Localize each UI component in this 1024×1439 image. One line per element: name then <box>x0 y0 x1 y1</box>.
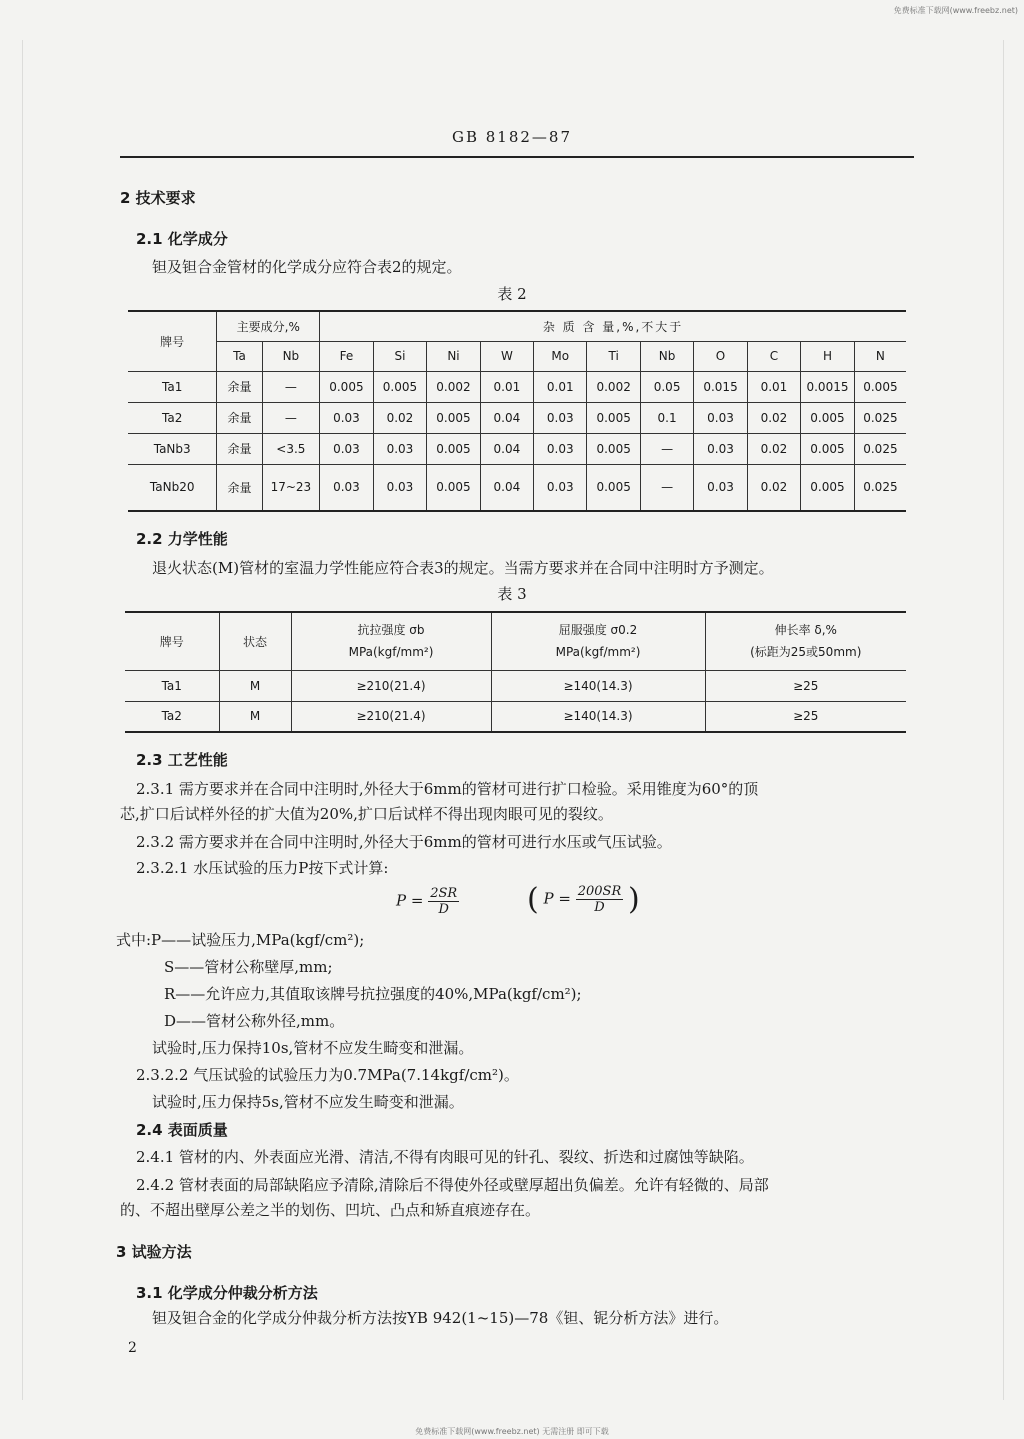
table-row <box>128 402 906 433</box>
formula-legacy-fraction <box>576 884 624 915</box>
table-row <box>128 433 906 464</box>
formula-si-lhs: P = <box>396 891 424 910</box>
t2-cell: 0.005 <box>373 371 427 402</box>
t2-cell: 余量 <box>217 402 262 433</box>
t2-cell: 0.03 <box>373 433 427 464</box>
t3-tensile-unit: MPa(kgf/mm²) <box>348 645 434 660</box>
section-2-4-2-line2: 的、不超出壁厚公差之半的划伤、凹坑、凸点和矫直痕迹存在。 <box>120 1201 541 1219</box>
t2-cell: 0.005 <box>801 433 855 464</box>
section-2-3-1-line2: 芯,扩口后试样外径的扩大值为20%,扩口后试样不得出现肉眼可见的裂纹。 <box>120 805 613 823</box>
header-rule <box>120 156 914 158</box>
t3-cell: ≥25 <box>705 670 906 701</box>
t3-header-tensile <box>291 612 491 670</box>
t3-elong-label: 伸长率 δ,% <box>774 623 837 638</box>
table-row <box>125 670 906 701</box>
t2-cell: 0.04 <box>480 402 533 433</box>
section-2-heading: 2 技术要求 <box>120 189 196 207</box>
t2-cell: TaNb3 <box>128 433 217 464</box>
t2-col-fe: Fe <box>320 341 374 371</box>
t2-cell: 0.01 <box>747 371 800 402</box>
t2-cell: Ta2 <box>128 402 217 433</box>
formula-legacy-numerator: 200SR <box>577 884 622 899</box>
t3-yield-label: 屈服强度 σ0.2 <box>558 623 638 638</box>
section-2-1-text: 钽及钽合金管材的化学成分应符合表2的规定。 <box>152 258 462 276</box>
scan-edge-left <box>22 40 23 1400</box>
where-r: R——允许应力,其值取该牌号抗拉强度的40%,MPa(kgf/cm²); <box>164 985 582 1003</box>
t2-col-c: C <box>747 341 800 371</box>
t3-cell: Ta2 <box>125 701 219 732</box>
t3-cell: ≥140(14.3) <box>491 670 705 701</box>
t2-col-ta: Ta <box>217 341 262 371</box>
t2-cell: 0.03 <box>373 464 427 511</box>
formula-legacy-denominator: D <box>594 900 605 915</box>
t2-cell: 0.01 <box>534 371 587 402</box>
section-2-3-heading: 2.3 工艺性能 <box>136 751 228 769</box>
t2-cell: 0.1 <box>640 402 693 433</box>
t2-cell: 0.025 <box>854 402 906 433</box>
t2-cell: 0.005 <box>320 371 374 402</box>
formula-si-fraction <box>428 886 459 917</box>
t2-cell: 0.02 <box>747 402 800 433</box>
t2-col-nb: Nb <box>262 341 320 371</box>
t2-cell: 0.03 <box>534 402 587 433</box>
t2-cell: 0.005 <box>587 402 641 433</box>
section-2-3-2-2: 2.3.2.2 气压试验的试验压力为0.7MPa(7.14kgf/cm²)。 <box>136 1066 519 1084</box>
t2-cell: — <box>262 371 320 402</box>
section-2-4-heading: 2.4 表面质量 <box>136 1121 228 1139</box>
t3-cell: Ta1 <box>125 670 219 701</box>
t2-cell: <3.5 <box>262 433 320 464</box>
t2-cell: 0.01 <box>480 371 533 402</box>
section-2-2-text: 退火状态(M)管材的室温力学性能应符合表3的规定。当需方要求并在合同中注明时方予测定。 <box>152 559 774 577</box>
t3-cell: ≥140(14.3) <box>491 701 705 732</box>
t2-cell: 0.025 <box>854 464 906 511</box>
section-2-2-heading: 2.2 力学性能 <box>136 530 228 548</box>
t2-col-ni: Ni <box>427 341 481 371</box>
t3-cell: ≥210(21.4) <box>291 670 491 701</box>
t2-cell: 0.005 <box>801 464 855 511</box>
t2-col-n: N <box>854 341 906 371</box>
table-row <box>128 464 906 511</box>
t2-cell: 0.005 <box>427 464 481 511</box>
section-2-1-heading: 2.1 化学成分 <box>136 230 228 248</box>
formula-si <box>396 886 459 917</box>
section-2-3-1-line1: 2.3.1 需方要求并在合同中注明时,外径大于6mm的管材可进行扩口检验。采用锥度为60°的顶 <box>136 780 759 798</box>
t2-col-w: W <box>480 341 533 371</box>
t2-col-nb-imp: Nb <box>640 341 693 371</box>
t2-cell: 0.03 <box>694 464 748 511</box>
t2-cell: 0.005 <box>427 433 481 464</box>
formula-si-numerator: 2SR <box>430 886 458 901</box>
where-p: 式中:P——试验压力,MPa(kgf/cm²); <box>116 931 365 949</box>
t2-cell: — <box>640 433 693 464</box>
t2-header-grade: 牌号 <box>128 311 217 371</box>
t2-cell: 0.04 <box>480 433 533 464</box>
section-3-heading: 3 试验方法 <box>116 1243 192 1261</box>
t2-cell: — <box>262 402 320 433</box>
t3-tensile-label: 抗拉强度 σb <box>357 623 425 638</box>
t2-cell: 0.03 <box>320 402 374 433</box>
formula-si-denominator: D <box>438 902 449 917</box>
t2-header-impurity: 杂 质 含 量,%,不大于 <box>320 311 906 341</box>
where-s: S——管材公称壁厚,mm; <box>164 958 333 976</box>
scan-edge-right <box>1003 40 1004 1400</box>
t2-cell: Ta1 <box>128 371 217 402</box>
where-d: D——管材公称外径,mm。 <box>164 1012 345 1030</box>
t2-cell: 0.03 <box>694 433 748 464</box>
t3-yield-unit: MPa(kgf/mm²) <box>555 645 641 660</box>
t2-cell: 0.002 <box>587 371 641 402</box>
section-3-1-heading: 3.1 化学成分仲裁分析方法 <box>136 1284 318 1302</box>
t3-header-grade: 牌号 <box>125 612 219 670</box>
paren-close: ) <box>628 882 640 917</box>
t2-cell: 0.002 <box>427 371 481 402</box>
t2-col-mo: Mo <box>534 341 587 371</box>
t2-col-h: H <box>801 341 855 371</box>
t2-cell: 0.03 <box>320 433 374 464</box>
page-number: 2 <box>128 1340 137 1356</box>
section-2-4-2-line1: 2.4.2 管材表面的局部缺陷应予清除,清除后不得使外径或壁厚超出负偏差。允许有轻微的、局部 <box>136 1176 769 1194</box>
t2-col-si: Si <box>373 341 427 371</box>
section-2-3-2-1: 2.3.2.1 水压试验的压力P按下式计算: <box>136 859 389 877</box>
t3-cell: ≥210(21.4) <box>291 701 491 732</box>
t2-cell: 余量 <box>217 464 262 511</box>
page-header: GB 8182—87 <box>451 128 573 146</box>
t3-header-state: 状态 <box>219 612 291 670</box>
t2-col-ti: Ti <box>587 341 641 371</box>
t2-cell: 0.0015 <box>801 371 855 402</box>
t2-cell: 0.04 <box>480 464 533 511</box>
t2-cell: 0.025 <box>854 433 906 464</box>
t2-cell: 0.005 <box>801 402 855 433</box>
t2-cell: 17~23 <box>262 464 320 511</box>
test-1: 试验时,压力保持10s,管材不应发生畸变和泄漏。 <box>152 1039 474 1057</box>
t2-cell: 0.02 <box>747 464 800 511</box>
paren-open: ( <box>527 882 539 917</box>
t2-cell: 余量 <box>217 371 262 402</box>
t2-cell: 0.03 <box>534 433 587 464</box>
t2-cell: 余量 <box>217 433 262 464</box>
t3-cell: M <box>219 670 291 701</box>
t2-cell: 0.03 <box>320 464 374 511</box>
table-row <box>128 371 906 402</box>
t2-col-o: O <box>694 341 748 371</box>
t2-cell: — <box>640 464 693 511</box>
table-3-caption: 表 3 <box>497 585 527 603</box>
section-2-3-2: 2.3.2 需方要求并在合同中注明时,外径大于6mm的管材可进行水压或气压试验。 <box>136 833 672 851</box>
t2-cell: 0.005 <box>587 433 641 464</box>
t2-cell: 0.015 <box>694 371 748 402</box>
t3-cell: M <box>219 701 291 732</box>
t2-cell: 0.03 <box>694 402 748 433</box>
section-3-1-text: 钽及钽合金的化学成分仲裁分析方法按YB 942(1~15)—78《钽、铌分析方法》进行。 <box>152 1309 729 1327</box>
t2-cell: 0.005 <box>427 402 481 433</box>
watermark-top: 免费标准下载网(www.freebz.net) <box>893 6 1018 15</box>
table-3 <box>125 611 906 733</box>
t3-header-yield <box>491 612 705 670</box>
t3-cell: ≥25 <box>705 701 906 732</box>
test-2: 试验时,压力保持5s,管材不应发生畸变和泄漏。 <box>152 1093 464 1111</box>
t2-cell: 0.005 <box>854 371 906 402</box>
t2-cell: 0.02 <box>747 433 800 464</box>
formula-legacy-lhs: P = <box>543 889 571 908</box>
t2-cell: 0.02 <box>373 402 427 433</box>
t2-cell: TaNb20 <box>128 464 217 511</box>
section-2-4-1: 2.4.1 管材的内、外表面应光滑、清洁,不得有肉眼可见的针孔、裂纹、折迭和过腐蚀等缺陷。 <box>136 1148 754 1166</box>
t2-cell: 0.05 <box>640 371 693 402</box>
table-row <box>125 701 906 732</box>
t3-header-elongation <box>705 612 906 670</box>
t2-header-main: 主要成分,% <box>217 311 320 341</box>
formula-legacy <box>527 882 640 917</box>
table-2 <box>128 310 906 512</box>
table-2-caption: 表 2 <box>497 285 527 303</box>
t2-cell: 0.005 <box>587 464 641 511</box>
watermark-bottom: 免费标准下载网(www.freebz.net) 无需注册 即可下载 <box>415 1427 609 1436</box>
t2-cell: 0.03 <box>534 464 587 511</box>
t3-elong-note: (标距为25或50mm) <box>750 645 862 660</box>
